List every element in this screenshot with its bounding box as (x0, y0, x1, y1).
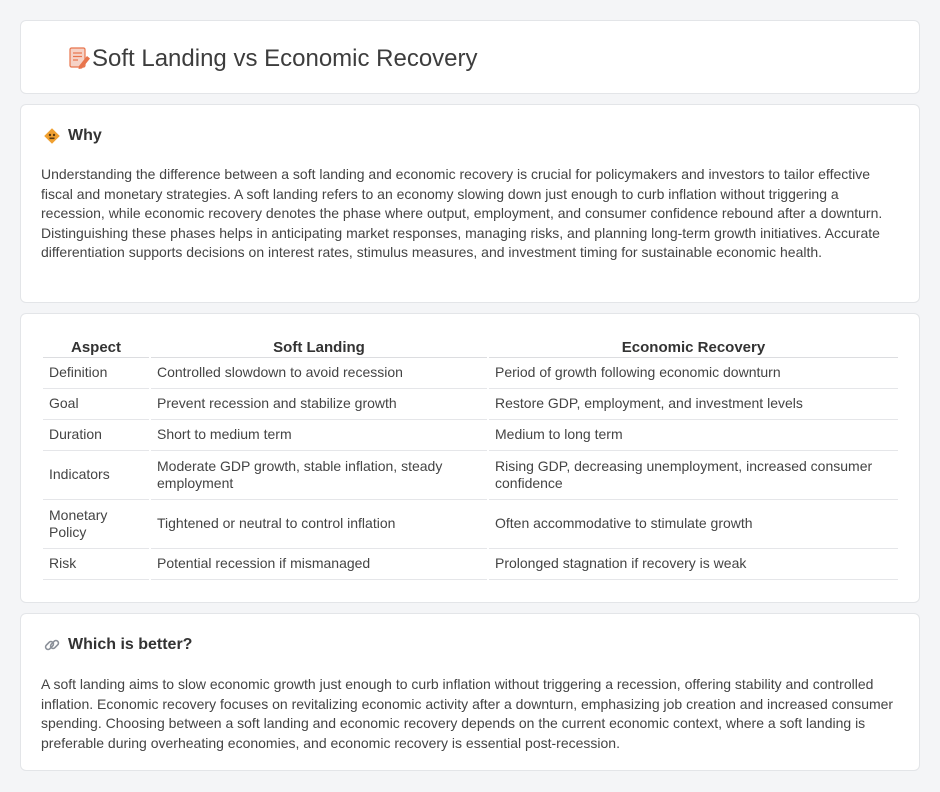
table-cell: Prevent recession and stabilize growth (151, 389, 487, 420)
which-better-text: A soft landing aims to slow economic growth just enough to curb inflation without triggering a recession, offering stability and controlled inflation. Economic recovery focuses on revitalizing economic activity after a downturn, emphasizing job creation and increased consumer spending. Choosing between a soft landing and economic recovery depends on the current economic context, where a soft landing is preferable during overheating economies, and economic recovery is essential post-recession. (41, 676, 894, 751)
diamond-warning-icon (43, 127, 61, 145)
table-cell: Monetary Policy (43, 500, 149, 549)
table-cell: Short to medium term (151, 420, 487, 451)
header-card (20, 20, 920, 94)
why-section (20, 104, 920, 303)
table-row (43, 500, 898, 549)
page-title: Soft Landing vs Economic Recovery (92, 45, 478, 72)
table-row (43, 420, 898, 451)
table-cell: Definition (43, 358, 149, 389)
table-cell: Risk (43, 549, 149, 580)
table-cell: Restore GDP, employment, and investment levels (489, 389, 898, 420)
which-better-section (20, 613, 920, 771)
table-cell: Duration (43, 420, 149, 451)
table-header-row (43, 334, 898, 358)
document-pencil-icon (65, 44, 93, 72)
table-row (43, 358, 898, 389)
table-cell: Rising GDP, decreasing unemployment, increased consumer confidence (489, 451, 898, 500)
comparison-table-card (20, 313, 920, 603)
why-text: Understanding the difference between a soft landing and economic recovery is crucial for policymakers and investors to tailor effective fiscal and monetary strategies. A soft landing refers to an economy slowing down just enough to curb inflation without triggering a recession, while economic recovery denotes the phase where output, employment, and consumer confidence rebound after a downturn. Distinguishing these phases helps in anticipating market responses, managing risks, and planning long-term growth initiatives. Accurate differentiation supports decisions on interest rates, stimulus measures, and investment timing for sustainable economic health. (41, 166, 883, 261)
table-cell: Moderate GDP growth, stable inflation, steady employment (151, 451, 487, 500)
table-cell: Prolonged stagnation if recovery is weak (489, 549, 898, 580)
table-cell: Period of growth following economic downturn (489, 358, 898, 389)
which-better-heading-label: Which is better? (68, 636, 193, 653)
table-cell: Medium to long term (489, 420, 898, 451)
which-better-heading (43, 636, 192, 654)
table-cell: Potential recession if mismanaged (151, 549, 487, 580)
column-header: Aspect (43, 334, 149, 358)
comparison-table (41, 334, 900, 580)
table-cell: Tightened or neutral to control inflation (151, 500, 487, 549)
table-cell: Goal (43, 389, 149, 420)
table-cell: Often accommodative to stimulate growth (489, 500, 898, 549)
why-heading-label: Why (68, 127, 102, 144)
column-header: Soft Landing (151, 334, 487, 358)
link-icon (43, 636, 61, 654)
table-cell: Controlled slowdown to avoid recession (151, 358, 487, 389)
table-row (43, 389, 898, 420)
table-cell: Indicators (43, 451, 149, 500)
column-header: Economic Recovery (489, 334, 898, 358)
table-row (43, 451, 898, 500)
why-heading (43, 127, 102, 145)
table-row (43, 549, 898, 580)
